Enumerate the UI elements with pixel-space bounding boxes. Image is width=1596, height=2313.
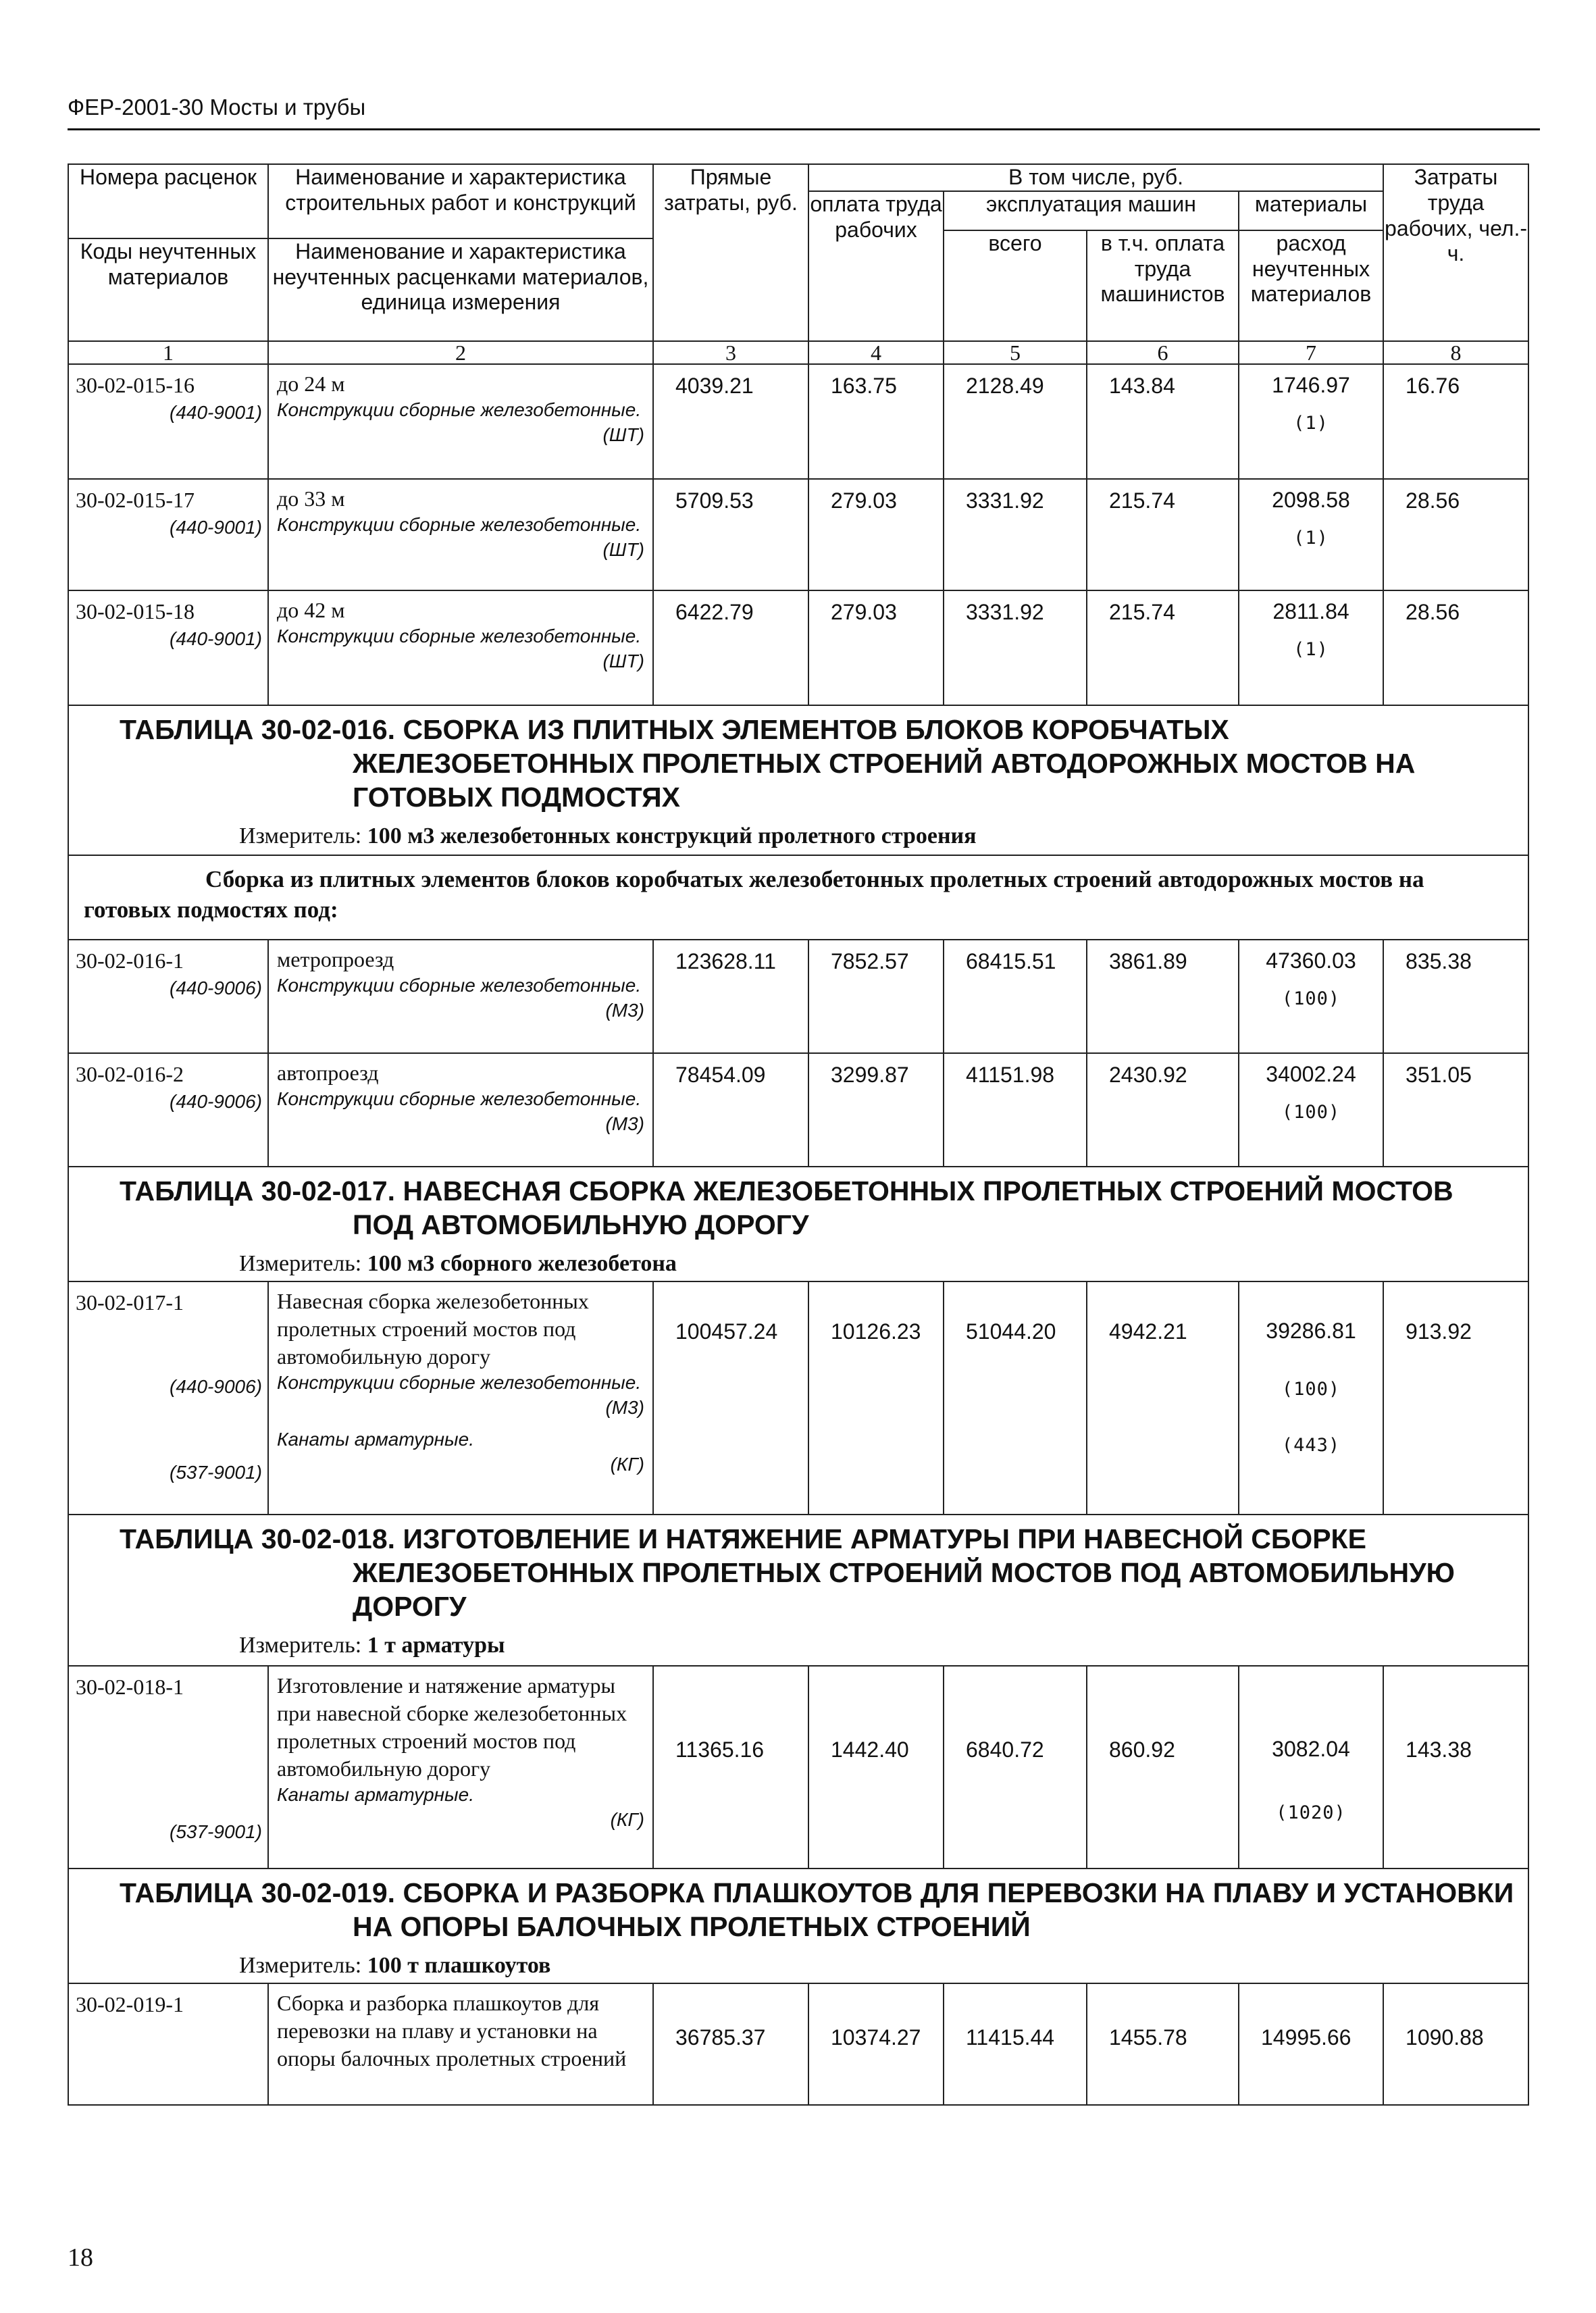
machines-labor: 215.74 <box>1087 590 1239 705</box>
hdr-including: В том числе, руб. <box>808 164 1383 191</box>
rate-code: 30-02-015-17 <box>76 487 195 512</box>
labor-costs: 913.92 <box>1383 1281 1528 1515</box>
material-code: (440-9006) <box>170 977 262 999</box>
material-code: (440-9001) <box>170 517 262 538</box>
machines-total: 68415.51 <box>944 940 1087 1053</box>
direct-costs: 6422.79 <box>653 590 808 705</box>
labor-pay: 10126.23 <box>808 1281 944 1515</box>
col-number: 4 <box>808 341 944 364</box>
rate-code: 30-02-016-1 <box>76 948 184 973</box>
material-quantity: (1) <box>1293 527 1329 549</box>
unit: (ШТ) <box>602 538 644 560</box>
direct-costs: 36785.37 <box>653 1983 808 2105</box>
labor-pay: 163.75 <box>808 364 944 479</box>
direct-costs: 11365.16 <box>653 1666 808 1869</box>
materials-cost: 14995.66 <box>1239 1983 1383 2105</box>
machines-labor: 2430.92 <box>1087 1053 1239 1167</box>
column-numbers-row <box>68 341 1528 364</box>
rate-code: 30-02-015-16 <box>76 372 195 397</box>
material-name: Канаты арматурные. <box>277 1783 475 1805</box>
unit: (М3) <box>605 1113 644 1134</box>
material-code: (440-9001) <box>170 402 262 424</box>
work-name: до 24 м <box>277 371 345 396</box>
labor-costs: 351.05 <box>1383 1053 1528 1167</box>
material-code: (440-9001) <box>170 628 262 650</box>
measurement-unit: Измеритель: 100 т плашкоутов <box>239 1952 551 1978</box>
material-name: Конструкции сборные железобетонные. <box>277 1088 642 1109</box>
direct-costs: 123628.11 <box>653 940 808 1053</box>
hdr-materials: материалы <box>1239 191 1383 230</box>
measurement-unit: Измеритель: 1 т арматуры <box>239 1632 505 1658</box>
materials-cost: 1746.97 <box>1272 372 1350 397</box>
machines-labor: 860.92 <box>1087 1666 1239 1869</box>
material-quantity: (100) <box>1281 988 1341 1009</box>
materials-cost: 39286.81 <box>1266 1318 1356 1343</box>
hdr-labor-pay: оплата труда рабочих <box>808 191 944 341</box>
materials-cost: 2811.84 <box>1272 599 1349 624</box>
col-number: 5 <box>944 341 1087 364</box>
direct-costs: 100457.24 <box>653 1281 808 1515</box>
labor-pay: 279.03 <box>808 590 944 705</box>
unit: (КГ) <box>610 1454 644 1475</box>
measurement-unit: Измеритель: 100 м3 железобетонных конструкций пролетного строения <box>239 823 977 848</box>
page-number: 18 <box>68 2243 93 2272</box>
hdr-codes: Номера расценок <box>68 164 268 238</box>
unit: (М3) <box>605 999 644 1021</box>
materials-cost: 34002.24 <box>1266 1061 1356 1086</box>
table-row <box>68 940 1528 1053</box>
work-name: Сборка и разборка плашкоутов для перевозки на плаву и установки на опоры балочных пролетных строений <box>277 1990 627 2070</box>
labor-costs: 835.38 <box>1383 940 1528 1053</box>
hdr-material-codes: Коды неучтенных материалов <box>68 238 268 341</box>
header-rule <box>68 128 1540 130</box>
labor-costs: 16.76 <box>1383 364 1528 479</box>
section-title: ТАБЛИЦА 30-02-017. НАВЕСНАЯ СБОРКА ЖЕЛЕЗОБЕТОННЫХ ПРОЛЕТНЫХ СТРОЕНИЙ МОСТОВ ПОД АВТОМОБИЛЬНУЮ ДОРОГУ <box>120 1175 1453 1240</box>
table-row <box>68 479 1528 590</box>
direct-costs: 4039.21 <box>653 364 808 479</box>
work-name: до 42 м <box>277 597 345 622</box>
section-title: ТАБЛИЦА 30-02-016. СБОРКА ИЗ ПЛИТНЫХ ЭЛЕМЕНТОВ БЛОКОВ КОРОБЧАТЫХ ЖЕЛЕЗОБЕТОННЫХ ПРОЛЕТНЫХ СТРОЕНИЙ АВТОДОРОЖНЫХ МОСТОВ НА ГОТОВЫХ ПОДМОСТЯХ <box>120 713 1416 813</box>
material-name: Конструкции сборные железобетонные. <box>277 974 642 996</box>
table-section-016 <box>68 705 1528 855</box>
material-code: (537-9001) <box>170 1461 262 1483</box>
hdr-machines: эксплуатация машин <box>944 191 1239 230</box>
labor-costs: 28.56 <box>1383 479 1528 590</box>
material-name: Конструкции сборные железобетонные. <box>277 513 642 535</box>
table-row <box>68 1053 1528 1167</box>
section-subtitle-row <box>68 855 1528 940</box>
work-name: Изготовление и натяжение арматуры при навесной сборке железобетонных пролетных строений мостов под автомобильную дорогу <box>277 1673 627 1781</box>
work-name: автопроезд <box>277 1060 379 1085</box>
material-quantity: (1) <box>1293 412 1329 434</box>
col-number: 8 <box>1383 341 1528 364</box>
col-number: 3 <box>653 341 808 364</box>
col-number: 1 <box>68 341 268 364</box>
table-section-017 <box>68 1167 1528 1281</box>
hdr-materials-sub: расход неучтенных материалов <box>1239 230 1383 341</box>
table-row <box>68 1281 1528 1515</box>
machines-labor: 1455.78 <box>1087 1983 1239 2105</box>
measurement-unit: Измеритель: 100 м3 сборного железобетона <box>239 1250 677 1276</box>
machines-total: 3331.92 <box>944 590 1087 705</box>
material-name: Конструкции сборные железобетонные. <box>277 399 642 420</box>
table-section-018 <box>68 1515 1528 1666</box>
machines-total: 3331.92 <box>944 479 1087 590</box>
unit: (ШТ) <box>602 424 644 445</box>
material-quantity: (1020) <box>1276 1802 1346 1823</box>
unit: (М3) <box>605 1396 644 1418</box>
hdr-machines-labor: в т.ч. оплата труда машинистов <box>1087 230 1239 341</box>
material-name: Конструкции сборные железобетонные. <box>277 1371 642 1393</box>
material-name: Канаты арматурные. <box>277 1429 475 1450</box>
material-quantity: (443) <box>1281 1434 1341 1456</box>
hdr-work-name: Наименование и характеристика строительных работ и конструкций <box>268 164 653 238</box>
rate-code: 30-02-019-1 <box>76 1991 184 2016</box>
col-number: 2 <box>268 341 653 364</box>
labor-pay: 279.03 <box>808 479 944 590</box>
section-title: ТАБЛИЦА 30-02-019. СБОРКА И РАЗБОРКА ПЛАШКОУТОВ ДЛЯ ПЕРЕВОЗКИ НА ПЛАВУ И УСТАНОВКИ НА ОПОРЫ БАЛОЧНЫХ ПРОЛЕТНЫХ СТРОЕНИЙ <box>120 1877 1514 1942</box>
labor-pay: 10374.27 <box>808 1983 944 2105</box>
materials-cost: 47360.03 <box>1266 948 1356 973</box>
labor-costs: 143.38 <box>1383 1666 1528 1869</box>
machines-total: 11415.44 <box>944 1983 1087 2105</box>
material-quantity: (1) <box>1293 638 1329 660</box>
section-title: ТАБЛИЦА 30-02-018. ИЗГОТОВЛЕНИЕ И НАТЯЖЕНИЕ АРМАТУРЫ ПРИ НАВЕСНОЙ СБОРКЕ ЖЕЛЕЗОБЕТОННЫХ ПРОЛЕТНЫХ СТРОЕНИЙ МОСТОВ ПОД АВТОМОБИЛЬНУЮ ДОРОГУ <box>120 1523 1455 1622</box>
machines-labor: 215.74 <box>1087 479 1239 590</box>
rate-code: 30-02-016-2 <box>76 1061 184 1086</box>
hdr-material-names: Наименование и характеристика неучтенных расценками материалов, единица измерения <box>268 238 653 341</box>
material-code: (440-9006) <box>170 1091 262 1113</box>
table-row <box>68 364 1528 479</box>
materials-cost: 2098.58 <box>1272 487 1350 512</box>
machines-labor: 143.84 <box>1087 364 1239 479</box>
work-name: до 33 м <box>277 486 345 511</box>
rate-code: 30-02-017-1 <box>76 1290 184 1315</box>
machines-total: 51044.20 <box>944 1281 1087 1515</box>
col-number: 6 <box>1087 341 1239 364</box>
work-name: метропроезд <box>277 946 394 971</box>
rate-code: 30-02-018-1 <box>76 1674 184 1699</box>
machines-total: 2128.49 <box>944 364 1087 479</box>
material-code: (440-9006) <box>170 1376 262 1398</box>
materials-cost: 3082.04 <box>1272 1736 1350 1761</box>
work-name: Навесная сборка железобетонных пролетных строений мостов под автомобильную дорогу <box>277 1288 589 1369</box>
table-row <box>68 590 1528 705</box>
col-number: 7 <box>1239 341 1383 364</box>
table-row <box>68 1666 1528 1869</box>
running-head: ФЕР-2001-30 Мосты и трубы <box>68 95 366 120</box>
labor-pay: 3299.87 <box>808 1053 944 1167</box>
material-name: Конструкции сборные железобетонные. <box>277 625 642 646</box>
hdr-machines-total: всего <box>944 230 1087 341</box>
machines-total: 41151.98 <box>944 1053 1087 1167</box>
table-section-019 <box>68 1869 1528 1983</box>
unit: (КГ) <box>610 1808 644 1830</box>
material-quantity: (100) <box>1281 1378 1341 1400</box>
section-subtitle: Сборка из плитных элементов блоков коробчатых железобетонных пролетных строений автодорожных мостов на готовых подмостях под: <box>68 855 1528 940</box>
direct-costs: 78454.09 <box>653 1053 808 1167</box>
labor-pay: 1442.40 <box>808 1666 944 1869</box>
unit: (ШТ) <box>602 650 644 671</box>
hdr-direct-costs: Прямые затраты, руб. <box>653 164 808 341</box>
hdr-labor-costs: Затраты труда рабочих, чел.-ч. <box>1383 164 1528 341</box>
labor-costs: 1090.88 <box>1383 1983 1528 2105</box>
machines-labor: 4942.21 <box>1087 1281 1239 1515</box>
price-table <box>68 163 1529 2106</box>
material-code: (537-9001) <box>170 1821 262 1843</box>
machines-total: 6840.72 <box>944 1666 1087 1869</box>
labor-pay: 7852.57 <box>808 940 944 1053</box>
direct-costs: 5709.53 <box>653 479 808 590</box>
machines-labor: 3861.89 <box>1087 940 1239 1053</box>
material-quantity: (100) <box>1281 1101 1341 1123</box>
rate-code: 30-02-015-18 <box>76 599 195 624</box>
table-row <box>68 1983 1528 2105</box>
labor-costs: 28.56 <box>1383 590 1528 705</box>
